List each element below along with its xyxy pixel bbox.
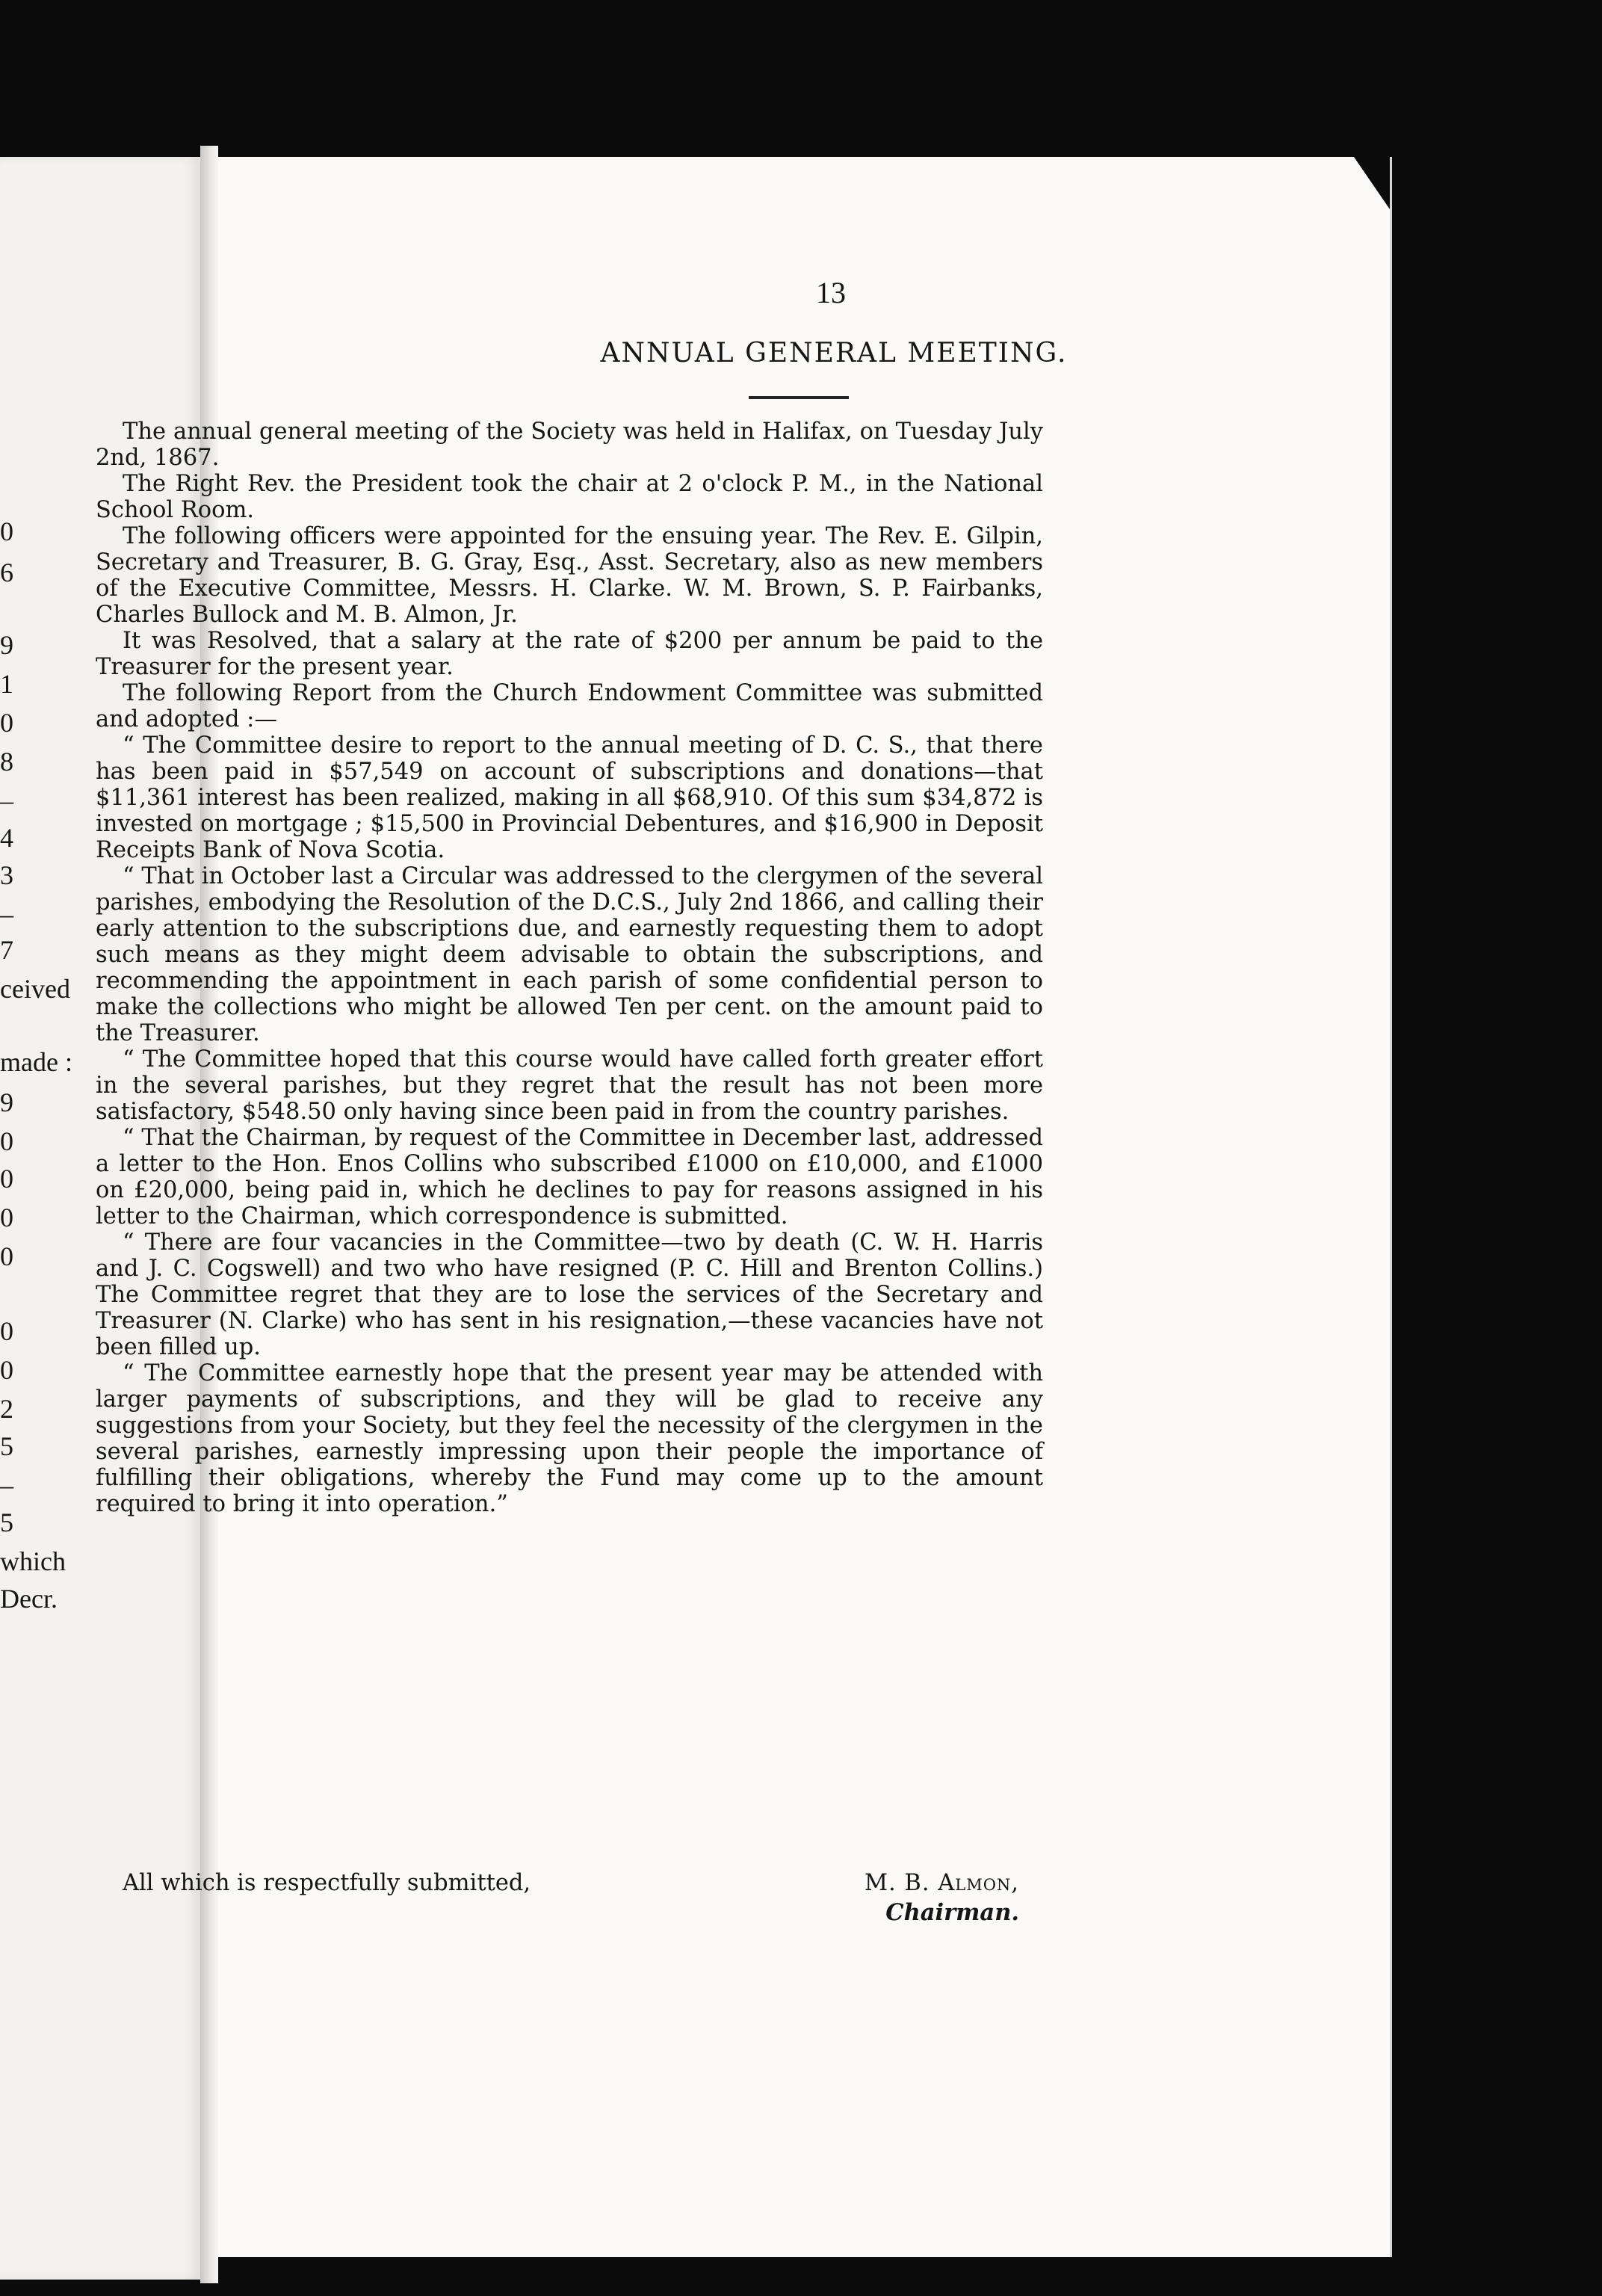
left-fragment: – [0, 786, 13, 815]
paragraph: The following officers were appointed for the ensuing year. The Rev. E. Gilpin, Secretary and Treasurer, B. G. Gray, Esq., Asst. Secretary, also as new members of the Executive Committee, Messrs. H. Clarke. W. M. Brown, S. P. Fairbanks, Charles Bullock and M. B. Almon, Jr. [96, 523, 1043, 628]
left-fragment: 0 [0, 1316, 13, 1346]
left-fragment: 0 [0, 708, 13, 738]
left-fragment: made : [0, 1047, 72, 1077]
paragraph: “ That in October last a Circular was addressed to the clergymen of the several parishes, embodying the Resolution of the D.C.S., July 2nd 1866, and calling their early attention to the subscriptions due, and earnestly requesting them to adopt such means as they might deem advisable to obtain the subscriptions, and recommending the appointment in each parish of some confidential person to make the collections who might be allowed Ten per cent. on the amount paid to the Treasurer. [96, 863, 1043, 1046]
meeting-minutes [96, 419, 1043, 1517]
left-fragment: 5 [0, 1507, 13, 1537]
paragraph: The annual general meeting of the Society was held in Halifax, on Tuesday July 2nd, 1867. [96, 419, 1043, 471]
left-fragment: 0 [0, 1241, 13, 1271]
folded-corner [1354, 157, 1390, 209]
signer-title: Chairman. [885, 1899, 1019, 1926]
left-fragment: 1 [0, 669, 13, 699]
paragraph: The Right Rev. the President took the chair at 2 o'clock P. M., in the National School Room. [96, 471, 1043, 523]
left-fragment: 0 [0, 1164, 13, 1194]
page-title: ANNUAL GENERAL MEETING. [600, 338, 1068, 368]
title-rule [749, 396, 849, 399]
paragraph: “ The Committee desire to report to the annual meeting of D. C. S., that there has been paid in $57,549 on account of subscriptions and donations—that $11,361 interest has been realized, making in all $68,910. Of this sum $34,872 is invested on mortgage ; $15,500 in Provincial Debentures, and $16,900 in Deposit Receipts Bank of Nova Scotia. [96, 732, 1043, 863]
left-fragment: which [0, 1546, 66, 1576]
left-fragment: 9 [0, 630, 13, 660]
signer-name: M. B. Almon, [864, 1870, 1019, 1896]
left-fragment: 0 [0, 1126, 13, 1156]
left-fragment: 6 [0, 558, 13, 587]
left-fragment: – [0, 899, 13, 929]
paragraph: “ There are four vacancies in the Committee—two by death (C. W. H. Harris and J. C. Cogswell) and two who have resigned (P. C. Hill and Brenton Collins.) The Committee regret that they are to lose the services of the Secretary and Treasurer (N. Clarke) who has sent in his resignation,—these vacancies have not been filled up. [96, 1229, 1043, 1360]
left-fragment: 2 [0, 1394, 13, 1424]
left-fragment: 0 [0, 1203, 13, 1232]
left-fragment: 5 [0, 1431, 13, 1461]
paragraph: “ That the Chairman, by request of the Committee in December last, addressed a letter to the Hon. Enos Collins who subscribed £1000 on £10,000, and £1000 on £20,000, being paid in, which he declines to pay for reasons assigned in his letter to the Chairman, which correspondence is submitted. [96, 1125, 1043, 1229]
left-fragment: 4 [0, 823, 13, 853]
page-number: 13 [816, 276, 846, 309]
left-fragment: 7 [0, 935, 13, 965]
paragraph: “ The Committee hoped that this course would have called forth greater effort in the several parishes, but they regret that the result has not been more satisfactory, $548.50 only having since been paid in from the country parishes. [96, 1046, 1043, 1125]
closing-line: All which is respectfully submitted, [123, 1870, 531, 1896]
left-fragment: 0 [0, 516, 13, 546]
left-fragment: ceived [0, 974, 70, 1004]
paragraph: The following Report from the Church Endowment Committee was submitted and adopted :— [96, 680, 1043, 732]
left-fragment: – [0, 1470, 13, 1500]
left-fragment: 9 [0, 1087, 13, 1117]
left-fragment: 0 [0, 1355, 13, 1385]
left-fragment: 3 [0, 860, 13, 890]
left-fragment: Decr. [0, 1584, 58, 1614]
signer [865, 1870, 1019, 1926]
paragraph: It was Resolved, that a salary at the rate of $200 per annum be paid to the Treasurer for the present year. [96, 628, 1043, 680]
paragraph: “ The Committee earnestly hope that the present year may be attended with larger payments of subscriptions, and they will be glad to receive any suggestions from your Society, but they feel the necessity of the clergymen in the several parishes, earnestly impressing upon their people the importance of fulfilling their obligations, whereby the Fund may come up to the amount required to bring it into operation.” [96, 1360, 1043, 1517]
left-fragment: 8 [0, 747, 13, 777]
